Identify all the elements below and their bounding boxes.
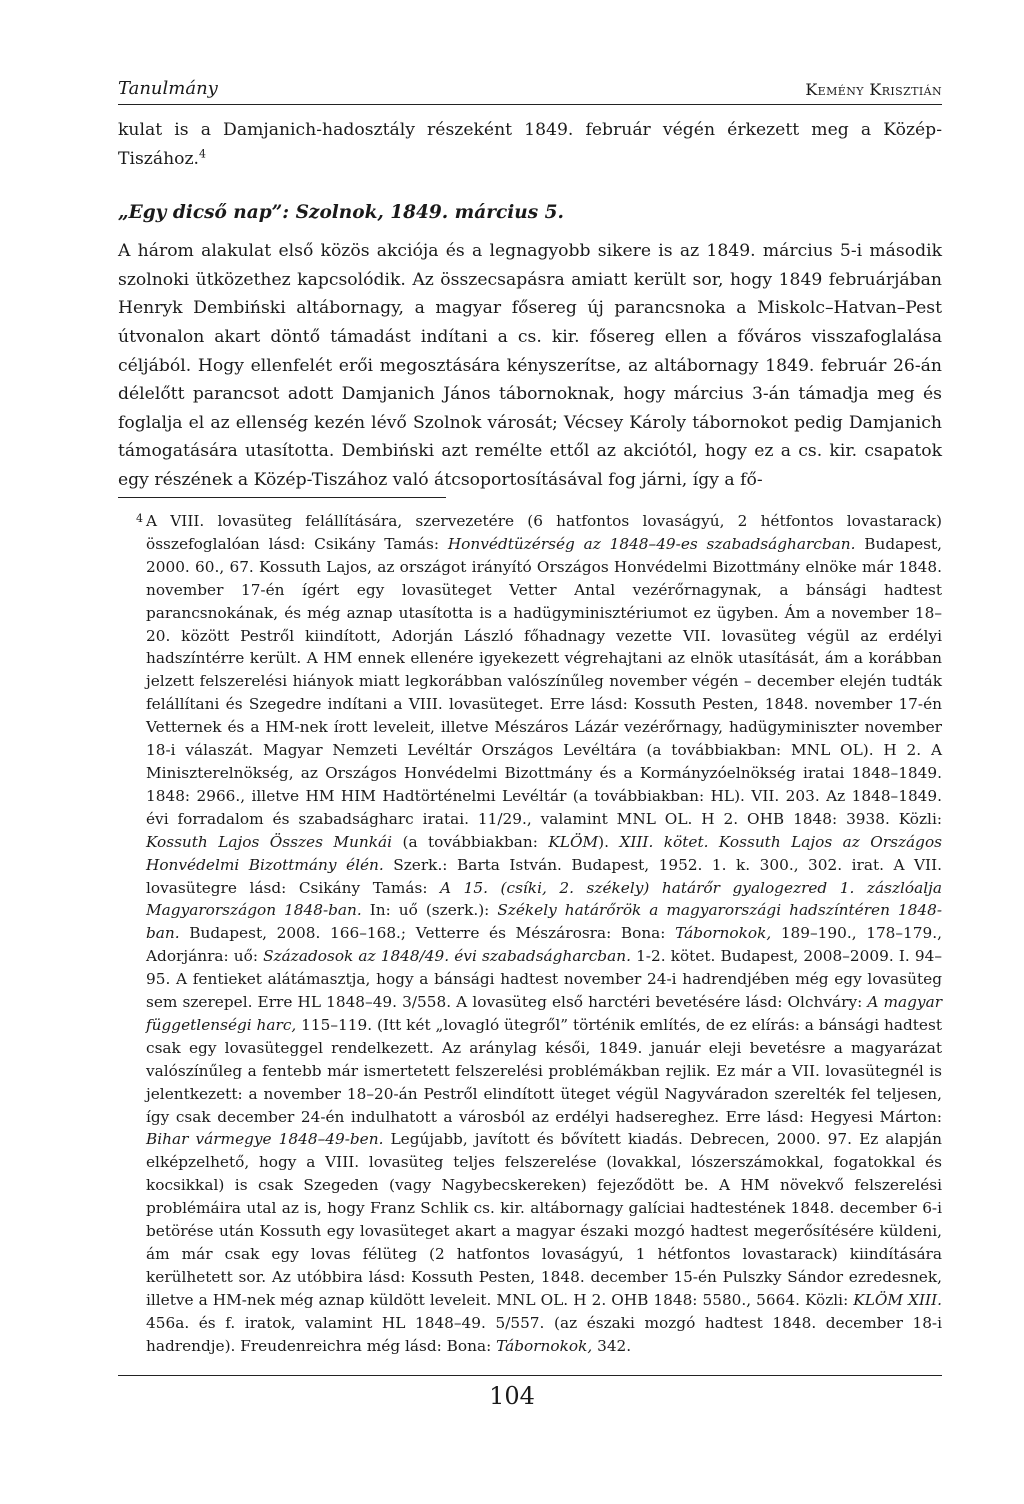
footnote-italic-run: XIII. kötet. Kossuth Lajos az Országos Honvédelmi Bizottmány élén.: [146, 832, 943, 874]
section-heading: „Egy dicső nap”: Szolnok, 1849. március 5.: [118, 202, 564, 224]
footnote-text-run: 456a. és f. iratok, valamint HL 1848–49. 5/557. (az északi mozgó hadtest 1848. december 18-i hadrendje). Freudenreichra még lásd: Bona:: [146, 1313, 942, 1355]
running-header: [118, 74, 942, 105]
continuation-paragraph: [118, 116, 942, 173]
footnote-number: 4: [136, 512, 143, 525]
bottom-rule: [118, 1375, 942, 1376]
footnote-text-run: 1-2. kötet. Budapest, 2008–2009. I. 94–95. A fentieket alátámasztja, hogy a bánsági hadtest november 24-i hadrendjében még egy lovasüteg sem szerepel. Erre HL 1848–49. 3/558. A lovasüteg első harctéri bevetésére lásd: Olchváry:: [146, 947, 942, 1012]
footnote-reference[interactable]: 4: [199, 146, 207, 160]
footnote-italic-run: Székely határőrök a magyarországi hadszíntéren 1848-ban.: [146, 901, 943, 943]
footnote-italic-run: KLÖM: [548, 832, 599, 851]
footnote-text-run: A VIII. lovasüteg felállítására, szervezetére (6 hatfontos lovaságyú, 2 hétfontos lovastarack) összefoglalóan lásd: Csikány Tamás:: [146, 512, 942, 553]
footnote-text-run: 115–119. (Itt két „lovagló ütegről” történik említés, de ez elírás: a bánsági hadtest csak egy lovasüteggel rendelkezett. Az aránylag késői, 1849. január eleji bevetésre a magyarázat valószínűleg a fentebb már ismertetett felszerelési problémákban rejlik. Ez már a VII. lovasütegnél is jelentkezett: a november 18–20-án Pestről elindított üteget végül Nagyváradon szerelték fel teljesen, így csak december 24-én indulhatott a városból az erdélyi hadsereghez. Erre lásd: Hegyesi Márton:: [146, 1015, 942, 1126]
footnote-text-run: 189–190., 178–179., Adorjánra: uő:: [146, 924, 942, 966]
footnote-italic-run: KLÖM XIII.: [853, 1290, 942, 1309]
footnote-separator: [118, 497, 446, 498]
footnote-italic-run: Tábornokok,: [675, 924, 772, 943]
footnote-text: [146, 512, 942, 1355]
footnote-text-run: (a továbbiakban:: [392, 832, 549, 851]
footnote: [136, 510, 943, 1358]
footnote-text-run: Budapest, 2008. 166–168.; Vetterre és Mészárosra: Bona:: [179, 924, 676, 943]
footnote-italic-run: Bihar vármegye 1848–49-ben.: [146, 1130, 384, 1149]
footnote-italic-run: A magyar függetlenségi harc,: [146, 993, 943, 1034]
page-number: 104: [489, 1382, 535, 1410]
author-name: Kemény Krisztián: [805, 80, 942, 99]
continuation-text: kulat is a Damjanich-hadosztály részeként 1849. február végén érkezett meg a Közép-Tiszához.: [118, 120, 942, 169]
footnote-text-run: Budapest, 2000. 60., 67. Kossuth Lajos, az országot irányító Országos Honvédelmi Bizottmány elnöke már 1848. november 17-én ígért egy lovasüteget Vetter Antal vezérőrnagynak, a bánsági hadtest parancsnokának, és még aznap utasította is a hadügyminisztériumot ez ügyben. Ám a november 18–20. között Pestről kiindított, Adorján László főhadnagy vezette VII. lovasüteg végül az erdélyi hadszíntérre került. A HM ennek ellenére igyekezett végrehajtani az elnök utasítását, ám a korábban jelzett felszerelési hiányok miatt legkorábban valószínűleg november végén – december elején tudták felállítani és Szegedre indítani a VIII. lovasüteget. Erre lásd: Kossuth Pesten, 1848. november 17-én Vetternek és a HM-nek írott leveleit, illetve Mészáros Lázár vezérőrnagy, hadügyminiszter november 18-i válaszát. Magyar Nemzeti Levéltár Országos Levéltára (a továbbiakban: MNL OL). H 2. A Miniszterelnökség, az Országos Honvédelmi Bizottmány és a Kormányzóelnökség iratai 1848–1849. 1848: 2966., illetve HM HIM Hadtörténelmi Levéltár (a továbbiakban: HL). VII. 203. Az 1848–1849. évi forradalom és szabadságharc iratai. 11/29., valamint MNL OL. H 2. OHB 1848: 3938. Közli:: [146, 534, 943, 828]
footnote-italic-run: Honvédtüzérség az 1848–49-es szabadságharcban.: [447, 534, 856, 553]
journal-section-label: Tanulmány: [118, 78, 218, 99]
footnote-text-run: In: uő (szerk.):: [361, 901, 498, 920]
footnote-italic-run: A 15. (csíki, 2. székely) határőr gyalogezred 1. zászlóalja Magyarországon 1848-ban.: [146, 878, 942, 920]
footnote-italic-run: Kossuth Lajos Összes Munkái: [146, 832, 393, 851]
footnote-text-run: Szerk.: Barta István. Budapest, 1952. 1. k. 300., 302. irat. A VII. lovasütegre lásd: Csikány Tamás:: [146, 855, 942, 897]
main-text: [118, 116, 942, 495]
footnote-italic-run: Századosok az 1848/49. évi szabadságharcban.: [263, 947, 631, 966]
footnote-text-run: ).: [598, 832, 620, 851]
footnote-text-run: Legújabb, javított és bővített kiadás. Debrecen, 2000. 97. Ez alapján elképzelhető, hogy a VIII. lovasüteg teljes felszerelése (lovakkal, lószerszámokkal, fogatokkal és kocsikkal) is csak Szegeden (vagy Nagybecskereken) fejeződött be. A HM növekvő felszerelési problémáira utal az is, hogy Franz Schlik cs. kir. altábornagy galíciai hadtestének 1848. december 6-i betörése után Kossuth egy lovasüteget akart a magyar északi mozgó hadtest megerősítésére küldeni, ám már csak egy lovas félüteg (2 hatfontos lovaságyú, 1 hétfontos lovastarack) kiindítására kerülhetett sor. Az utóbbira lásd: Kossuth Pesten, 1848. december 15-én Pulszky Sándor ezredesnek, illetve a HM-nek még aznap küldött leveleit. MNL OL. H 2. OHB 1848: 5580., 5664. Közli:: [146, 1130, 943, 1309]
body-paragraph: A három alakulat első közös akciója és a legnagyobb sikere is az 1849. március 5-i második szolnoki ütközethez kapcsolódik. Az összecsapásra amiatt került sor, hogy 1849 februárjában Henryk Dembiński altábornagy, a magyar fősereg új parancsnoka a Miskolc–Hatvan–Pest útvonalon akart döntő támadást indítani a cs. kir. fősereg ellen a főváros visszafoglalása céljából. Hogy ellenfelét erői megosztására kényszerítse, az altábornagy 1849. február 26-án délelőtt parancsot adott Damjanich János tábornoknak, hogy március 3-án támadja meg és foglalja el az ellenség kezén lévő Szolnok városát; Vécsey Károly tábornokot pedig Damjanich támogatására utasította. Dembiński azt remélte ettől az akciótól, hogy ez a cs. kir. csapatok egy részének a Közép-Tiszához való átcsoportosításával fog járni, így a fő-: [118, 241, 942, 490]
footnote-text-run: 342.: [592, 1336, 632, 1355]
footnote-italic-run: Tábornokok,: [496, 1336, 593, 1355]
